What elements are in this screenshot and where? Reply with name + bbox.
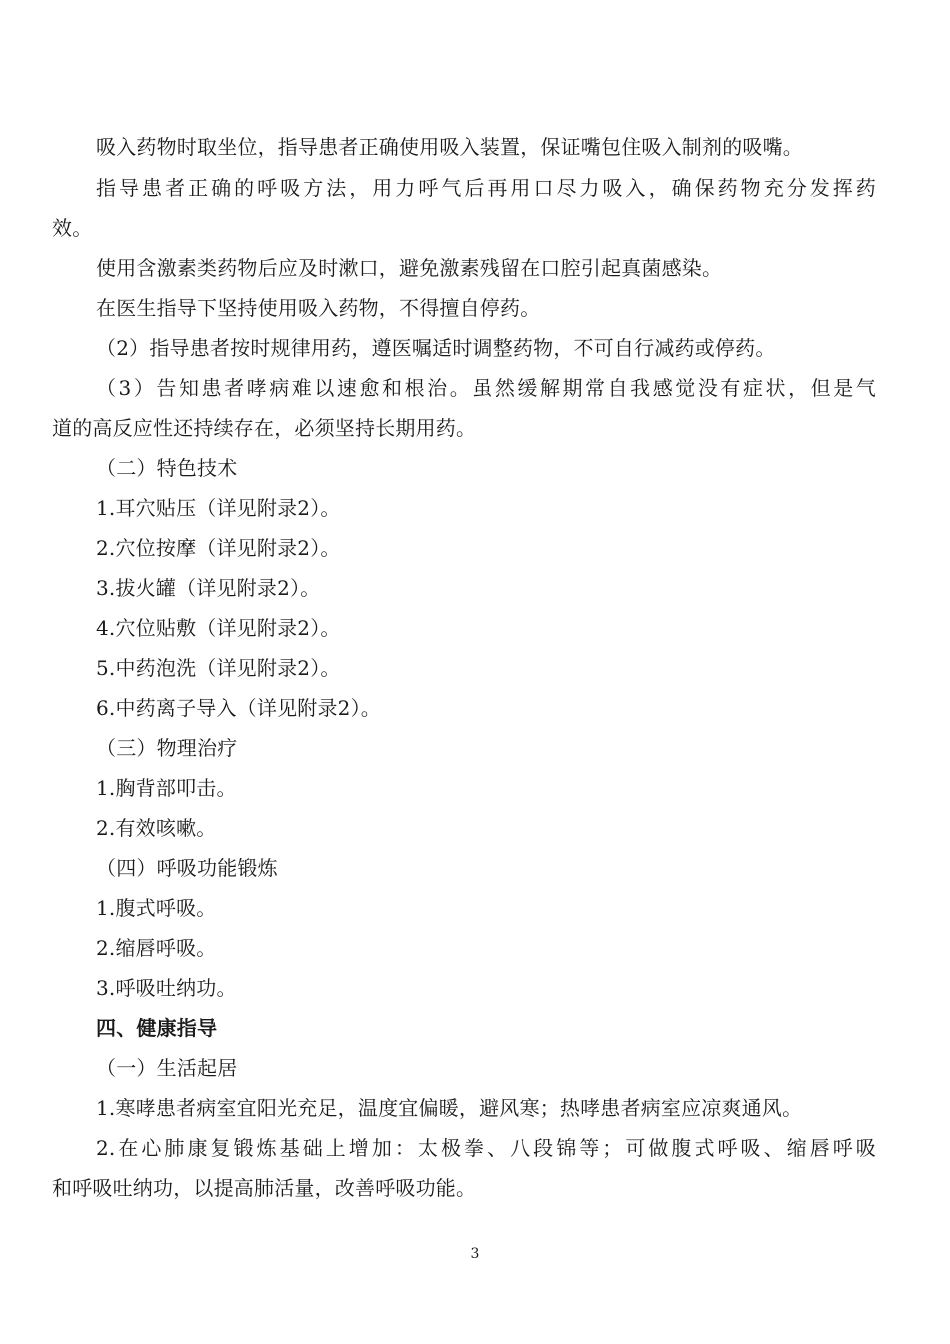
paragraph-breathing-method-cont: 效。 xyxy=(52,216,93,240)
list-item: 1.腹式呼吸。 xyxy=(96,896,217,920)
chapter-heading-health-guidance: 四、健康指导 xyxy=(96,1016,218,1040)
list-item: 1.耳穴贴压（详见附录2）。 xyxy=(96,496,341,520)
list-item: 4.穴位贴敷（详见附录2）。 xyxy=(96,616,341,640)
list-item: 2.有效咳嗽。 xyxy=(96,816,217,840)
list-item: 2.缩唇呼吸。 xyxy=(96,936,217,960)
paragraph-adherence: 在医生指导下坚持使用吸入药物，不得擅自停药。 xyxy=(96,296,541,320)
paragraph-rehab-exercise-cont: 和呼吸吐纳功，以提高肺活量，改善呼吸功能。 xyxy=(52,1176,477,1200)
list-item: 3.呼吸吐纳功。 xyxy=(96,976,237,1000)
list-item: 1.胸背部叩击。 xyxy=(96,776,237,800)
paragraph-item-3-cont: 道的高反应性还持续存在，必须坚持长期用药。 xyxy=(52,416,477,440)
list-item: 3.拔火罐（详见附录2）。 xyxy=(96,576,321,600)
list-item: 6.中药离子导入（详见附录2）。 xyxy=(96,696,382,720)
section-heading-physical-therapy: （三）物理治疗 xyxy=(96,736,238,760)
paragraph-gargle: 使用含激素类药物后应及时漱口，避免激素残留在口腔引起真菌感染。 xyxy=(96,256,723,280)
section-heading-special-techniques: （二）特色技术 xyxy=(96,456,238,480)
paragraph-rehab-exercise: 2.在心肺康复锻炼基础上增加：太极拳、八段锦等；可做腹式呼吸、缩唇呼吸 xyxy=(96,1136,876,1160)
paragraph-item-3: （3）告知患者哮病难以速愈和根治。虽然缓解期常自我感觉没有症状，但是气 xyxy=(96,376,876,400)
list-item: 5.中药泡洗（详见附录2）。 xyxy=(96,656,341,680)
paragraph-item-2: （2）指导患者按时规律用药，遵医嘱适时调整药物，不可自行减药或停药。 xyxy=(96,336,776,360)
paragraph-inhaler-posture: 吸入药物时取坐位，指导患者正确使用吸入装置，保证嘴包住吸入制剂的吸嘴。 xyxy=(96,135,803,159)
section-heading-breathing-exercise: （四）呼吸功能锻炼 xyxy=(96,856,278,880)
paragraph-breathing-method: 指导患者正确的呼吸方法，用力呼气后再用口尽力吸入，确保药物充分发挥药 xyxy=(96,176,876,200)
paragraph-ward-environment: 1.寒哮患者病室宜阳光充足，温度宜偏暖，避风寒；热哮患者病室应凉爽通风。 xyxy=(96,1096,803,1120)
section-heading-daily-life: （一）生活起居 xyxy=(96,1056,238,1080)
page-number: 3 xyxy=(470,1246,480,1262)
list-item: 2.穴位按摩（详见附录2）。 xyxy=(96,536,341,560)
